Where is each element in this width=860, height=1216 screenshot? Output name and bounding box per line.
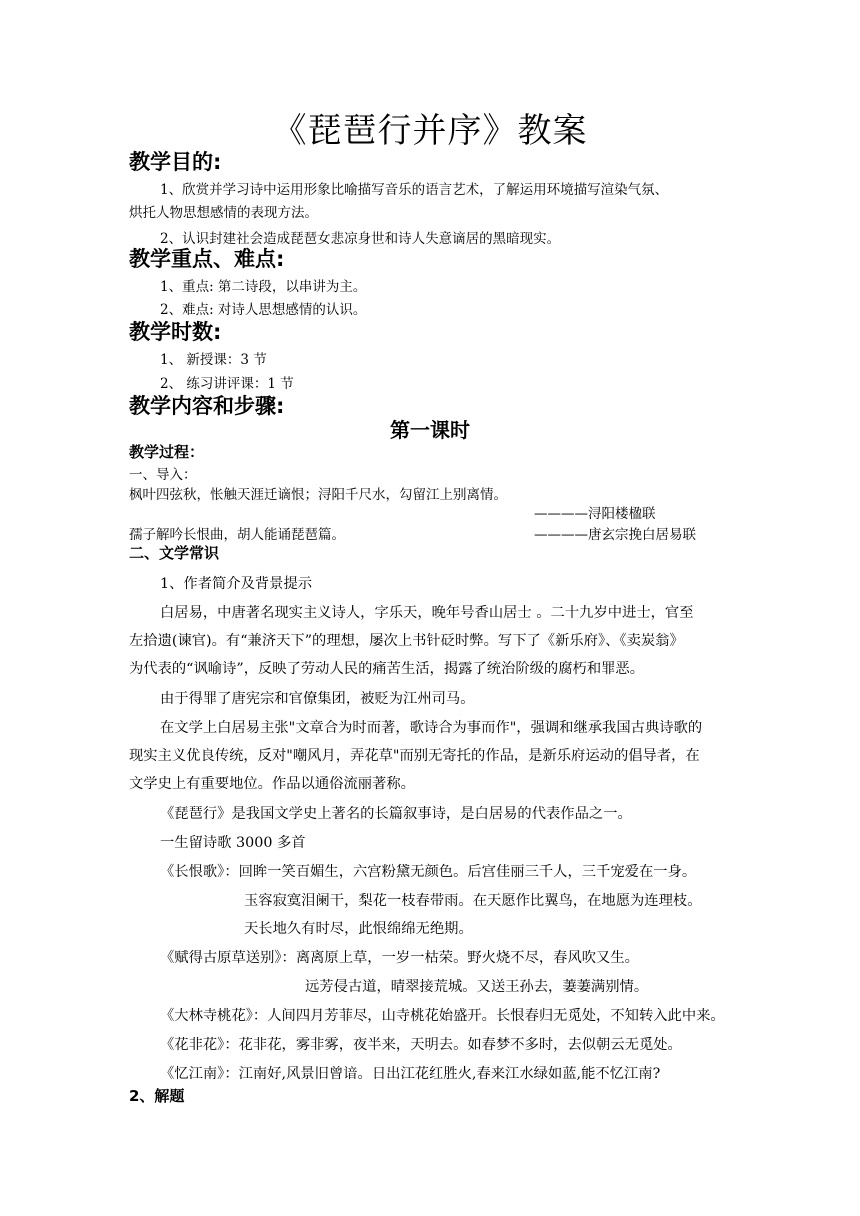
poem-2-line-1: 《赋得古原草送别》：离离原上草，一岁一枯荣。野火烧不尽，春风吹又生。 xyxy=(160,950,639,966)
process-heading: 教学过程： xyxy=(129,443,205,461)
poem-1-line-2: 玉容寂寞泪阑干，梨花一枝春带雨。在天愿作比翼鸟，在地愿为连理枝。 xyxy=(244,893,702,909)
focus-item-1: 1、重点: 第二诗段，以串讲为主。 xyxy=(160,279,367,295)
hours-heading: 教学时数: xyxy=(129,320,222,344)
poem-3: 《大林寺桃花》：人间四月芳菲尽，山寺桃花始盛开。长恨春归无觅处，不知转入此中来。 xyxy=(160,1008,725,1024)
lit-paragraph-1-line-2: 左拾遗(谏官)。有“兼济天下”的理想，屡次上书针砭时弊。写下了《新乐府》、《卖炭翁》 xyxy=(129,633,684,649)
document-title: 《琵琶行并序》教案 xyxy=(272,111,588,151)
couplet-2-source: ————唐玄宗挽白居易联 xyxy=(534,527,696,543)
lit-subheading-1: 1、作者简介及背景提示 xyxy=(160,576,313,592)
lit-paragraph-1-line-3: 为代表的“讽喻诗”，反映了劳动人民的痛苦生活，揭露了统治阶级的腐朽和罪恶。 xyxy=(129,661,645,677)
objective-2: 2、认识封建社会造成琵琶女悲凉身世和诗人失意谪居的黑暗现实。 xyxy=(160,231,561,247)
content-heading: 教学内容和步骤: xyxy=(129,394,285,418)
lit-heading: 二、文学常识 xyxy=(129,544,220,562)
lit-paragraph-3-line-1: 在文学上白居易主张"文章合为时而著，歌诗合为事而作"，强调和继承我国古典诗歌的 xyxy=(160,720,703,736)
focus-item-2: 2、难点: 对诗人思想感情的认识。 xyxy=(160,302,367,318)
lit-paragraph-3-line-2: 现实主义优良传统，反对"嘲风月，弄花草"而别无寄托的作品，是新乐府运动的倡导者，在 xyxy=(129,748,700,764)
poem-2-line-2: 远芳侵古道，晴翠接荒城。又送王孙去，萋萋满别情。 xyxy=(305,979,649,995)
lit-paragraph-3-line-3: 文学史上有重要地位。作品以通俗流丽著称。 xyxy=(129,776,415,792)
lit-subheading-2: 2、解题 xyxy=(129,1087,185,1105)
lit-paragraph-4: 《琵琶行》是我国文学史上著名的长篇叙事诗，是白居易的代表作品之一。 xyxy=(160,806,632,822)
poem-1-line-3: 天长地久有时尽，此恨绵绵无绝期。 xyxy=(244,921,473,937)
couplet-1: 枫叶四弦秋，怅触天涯迁谪恨；浔阳千尺水，勾留江上别离情。 xyxy=(129,487,507,503)
objective-1-line-2: 烘托人物思想感情的表现方法。 xyxy=(129,205,318,221)
focus-heading: 教学重点、难点: xyxy=(129,247,285,271)
lesson-heading: 第一课时 xyxy=(390,418,470,442)
lit-paragraph-2: 由于得罪了唐宪宗和官僚集团，被贬为江州司马。 xyxy=(160,691,475,707)
intro-label: 一、导入： xyxy=(129,467,197,483)
objectives-heading: 教学目的: xyxy=(129,150,222,174)
lit-paragraph-1-line-1: 白居易，中唐著名现实主义诗人，字乐天，晚年号香山居士 。二十九岁中进士，官至 xyxy=(160,605,694,621)
couplet-1-source: ————浔阳楼楹联 xyxy=(534,506,656,522)
hours-item-2: 2、 练习讲评课：1 节 xyxy=(160,376,294,392)
poem-4: 《花非花》：花非花，雾非雾，夜半来，天明去。如春梦不多时，去似朝云无觅处。 xyxy=(160,1037,682,1053)
couplet-2: 孺子解吟长恨曲，胡人能诵琵琶篇。 xyxy=(129,527,345,543)
objective-1-line-1: 1、欣赏并学习诗中运用形象比喻描写音乐的语言艺术，了解运用环境描写渲染气氛、 xyxy=(160,182,669,198)
lit-paragraph-5: 一生留诗歌 3000 多首 xyxy=(160,835,306,851)
hours-item-1: 1、 新授课：3 节 xyxy=(160,352,267,368)
poem-5: 《忆江南》：江南好,风景旧曾谙。日出江花红胜火,春来江水绿如蓝,能不忆江南? xyxy=(160,1066,661,1082)
poem-1-line-1: 《长恨歌》：回眸一笑百媚生，六宫粉黛无颜色。后宫佳丽三千人，三千宠爱在一身。 xyxy=(160,864,697,880)
